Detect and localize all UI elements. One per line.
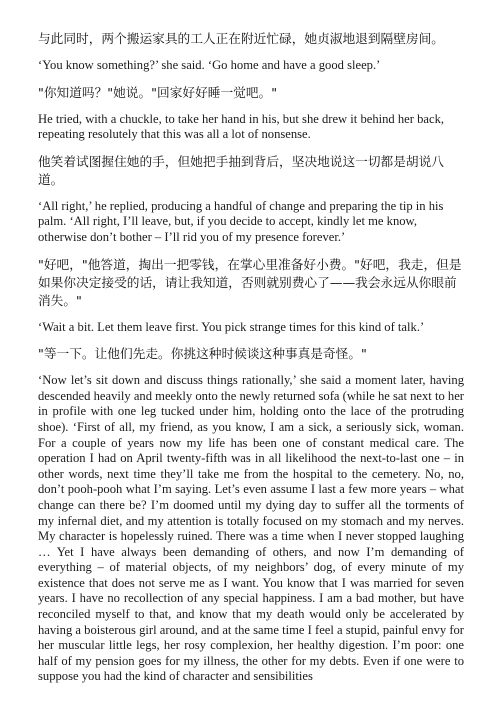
paragraph-en-4: ‘Wait a bit. Let them leave first. You pick strange times for this kind of talk.’ [38,319,425,334]
paragraph-zh-1: 与此同时，两个搬运家具的工人正在附近忙碌，她贞淑地退到隔壁房间。 [38,31,444,46]
paragraph-zh-4: "好吧，"他答道，掏出一把零钱，在掌心里准备好小费。"好吧，我走，但是如果你决定接受的话，请让我知道，否则就别费心了——我会永远从你眼前消失。" [38,256,462,308]
paragraph-en-1: ‘You know something?’ she said. ‘Go home and have a good sleep.’ [38,58,381,72]
paragraph-en-3: ‘All right,’ he replied, producing a handful of change and preparing the tip in his palm. ‘All right, I’ll leave, but, if you decide to accept, kindly let me know, otherwise don’t bother – I’ll rid you of my presence forever.’ [38,198,444,244]
paragraph-zh-2: "你知道吗？"她说。"回家好好睡一觉吧。" [38,84,278,100]
paragraph-en-5: ‘Now let’s sit down and discuss things rationally,’ she said a moment later, having descended heavily and meekly onto the newly returned sofa (while he sat next to her in profile with one leg tucked under him, holding onto the lace of the protruding shoe). ‘First of all, my friend, as you know, I am a sick, a seriously sick, woman. For a couple of years now my life has been one of constant medical care. The operation I had on April twenty-fifth was in all likelihood the next-to-last one – in other words, next time they’ll take me from the hospital to the cemetery. No, no, don’t pooh-pooh what I’m saying. Let’s even assume I last a few more years – what change can there be? I’m doomed until my dying day to suffer all the torments of my infernal diet, and my attention is totally focused on my stomach and my nerves. My character is hopelessly ruined. There was a time when I never stopped laughing … Yet I have always been demanding of others, and now I’m demanding of everything – of material objects, of my neighbors’ dog, of every minute of my existence that does not serve me as I want. You know that I was married for seven years. I have no recollection of any special happiness. I am a bad mother, but have reconciled myself to that, and know that my death would only be accelerated by having a boisterous girl around, and at the same time I feel a stupid, painful envy for her muscular little legs, her rosy complexion, her healthy digestion. I’m poor: one half of my pension goes for my illness, the other for my debts. Even if one were to suppose you had the kind of character and sensibilities [38,373,464,684]
paragraph-zh-3: 他笑着试图握住她的手，但她把手抽到背后，坚决地说这一切都是胡说八道。 [38,153,444,187]
document-page [38,30,464,695]
paragraph-zh-5: "等一下。让他们先走。你挑这种时候谈这种事真是奇怪。" [38,346,367,362]
paragraph-en-2: He tried, with a chuckle, to take her hand in his, but she drew it behind her back, repeating resolutely that this was all a lot of nonsense. [38,111,445,142]
